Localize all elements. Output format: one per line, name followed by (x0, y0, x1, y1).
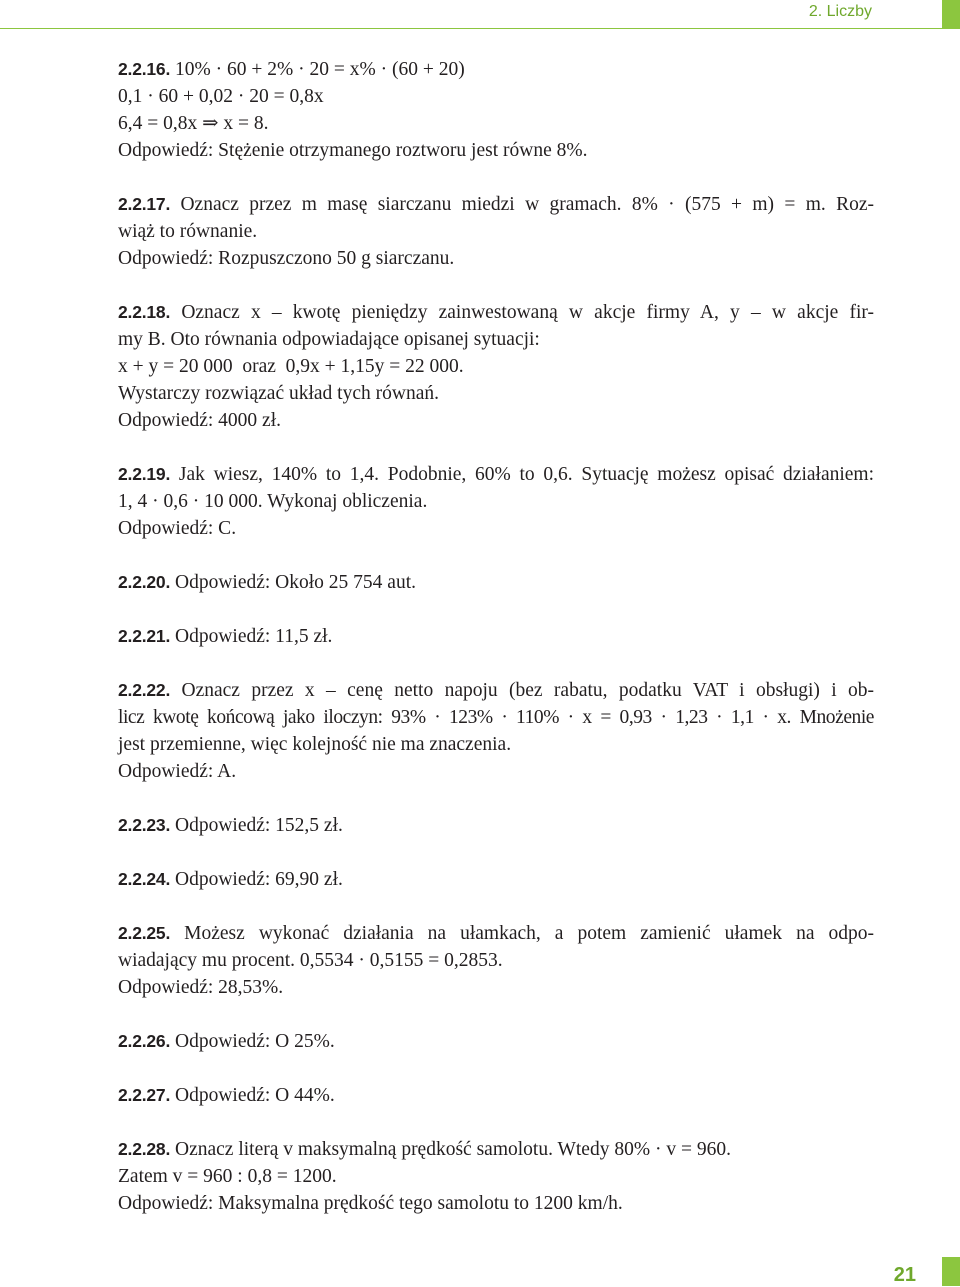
chapter-title: 2. Liczby (808, 3, 872, 20)
exercise-answer: Odpowiedź: 28,53%. (118, 977, 284, 998)
exercise-2-2-18 (118, 299, 874, 434)
footer-accent-bar (942, 1257, 960, 1286)
exercise-2-2-21 (118, 623, 874, 650)
exercise-number: 2.2.28. (118, 1139, 171, 1159)
exercise-2-2-16 (118, 56, 874, 164)
header-accent-bar (942, 0, 960, 29)
exercise-equation: x + y = 20 000 oraz 0,9x + 1,15y = 22 000. (118, 356, 464, 377)
exercise-2-2-17 (118, 191, 874, 272)
exercise-line: 6,4 = 0,8x ⇒ x = 8. (118, 113, 269, 134)
exercise-number: 2.2.16. (118, 59, 171, 79)
exercise-number: 2.2.21. (118, 626, 171, 646)
exercise-answer: 2.2.20. Odpowiedź: Około 25 754 aut. (118, 572, 417, 593)
exercise-2-2-27 (118, 1082, 874, 1109)
exercise-line: Wystarczy rozwiązać układ tych równań. (118, 383, 439, 404)
exercise-line: 1, 4 · 0,6 · 10 000. Wykonaj obliczenia. (118, 491, 428, 512)
exercise-line: 2.2.18. Oznacz x – kwotę pieniędzy zainwestowaną w akcje firmy A, y – w akcje fir- (118, 302, 874, 323)
exercise-answer: 2.2.26. Odpowiedź: O 25%. (118, 1031, 335, 1052)
exercise-answer: Odpowiedź: 4000 zł. (118, 410, 282, 431)
exercise-number: 2.2.17. (118, 194, 171, 214)
exercise-line: wiąż to równanie. (118, 221, 258, 242)
exercise-number: 2.2.23. (118, 815, 171, 835)
exercise-line: 2.2.28. Oznacz literą v maksymalną prędkość samolotu. Wtedy 80% · v = 960. (118, 1139, 731, 1160)
exercise-2-2-28 (118, 1136, 874, 1217)
exercise-2-2-25 (118, 920, 874, 1001)
exercise-line: my B. Oto równania odpowiadające opisanej sytuacji: (118, 329, 540, 350)
exercise-number: 2.2.26. (118, 1031, 171, 1051)
exercise-number: 2.2.27. (118, 1085, 171, 1105)
exercise-line: 2.2.16. 10% · 60 + 2% · 20 = x% · (60 + 20) (118, 59, 465, 80)
exercise-line: 2.2.17. Oznacz przez m masę siarczanu miedzi w gramach. 8% · (575 + m) = m. Roz- (118, 194, 875, 215)
exercise-2-2-19 (118, 461, 874, 542)
exercise-number: 2.2.20. (118, 572, 171, 592)
exercise-line: licz kwotę końcową jako iloczyn: 93% · 123% · 110% · x = 0,93 · 1,23 · 1,1 · x. Mnożenie (118, 707, 874, 728)
exercise-line: jest przemienne, więc kolejność nie ma znaczenia. (118, 734, 512, 755)
exercise-number: 2.2.22. (118, 680, 171, 700)
exercise-number: 2.2.18. (118, 302, 171, 322)
exercise-line: 0,1 · 60 + 0,02 · 20 = 0,8x (118, 86, 324, 107)
exercise-answer: 2.2.21. Odpowiedź: 11,5 zł. (118, 626, 333, 647)
exercise-line: wiadający mu procent. 0,5534 · 0,5155 = 0,2853. (118, 950, 503, 971)
exercise-answer: Odpowiedź: Maksymalna prędkość tego samolotu to 1200 km/h. (118, 1193, 623, 1214)
exercise-list (118, 56, 874, 1244)
exercise-line: 2.2.22. Oznacz przez x – cenę netto napoju (bez rabatu, podatku VAT i obsługi) i ob- (118, 680, 875, 701)
page-number: 21 (893, 1264, 916, 1286)
exercise-answer: 2.2.24. Odpowiedź: 69,90 zł. (118, 869, 343, 890)
exercise-number: 2.2.19. (118, 464, 171, 484)
exercise-line: 2.2.25. Możesz wykonać działania na ułamkach, a potem zamienić ułamek na odpo- (118, 923, 874, 944)
exercise-number: 2.2.24. (118, 869, 171, 889)
exercise-answer: Odpowiedź: C. (118, 518, 237, 539)
exercise-2-2-20 (118, 569, 874, 596)
exercise-2-2-24 (118, 866, 874, 893)
exercise-line: Zatem v = 960 : 0,8 = 1200. (118, 1166, 337, 1187)
exercise-line: 2.2.19. Jak wiesz, 140% to 1,4. Podobnie, 60% to 0,6. Sytuację możesz opisać działaniem: (118, 464, 875, 485)
header-rule (0, 28, 942, 29)
exercise-2-2-22 (118, 677, 874, 785)
exercise-answer: 2.2.23. Odpowiedź: 152,5 zł. (118, 815, 343, 836)
exercise-answer: Odpowiedź: A. (118, 761, 237, 782)
exercise-answer: Odpowiedź: Stężenie otrzymanego roztworu jest równe 8%. (118, 140, 588, 161)
exercise-2-2-23 (118, 812, 874, 839)
exercise-number: 2.2.25. (118, 923, 171, 943)
exercise-2-2-26 (118, 1028, 874, 1055)
exercise-answer: Odpowiedź: Rozpuszczono 50 g siarczanu. (118, 248, 455, 269)
exercise-answer: 2.2.27. Odpowiedź: O 44%. (118, 1085, 335, 1106)
